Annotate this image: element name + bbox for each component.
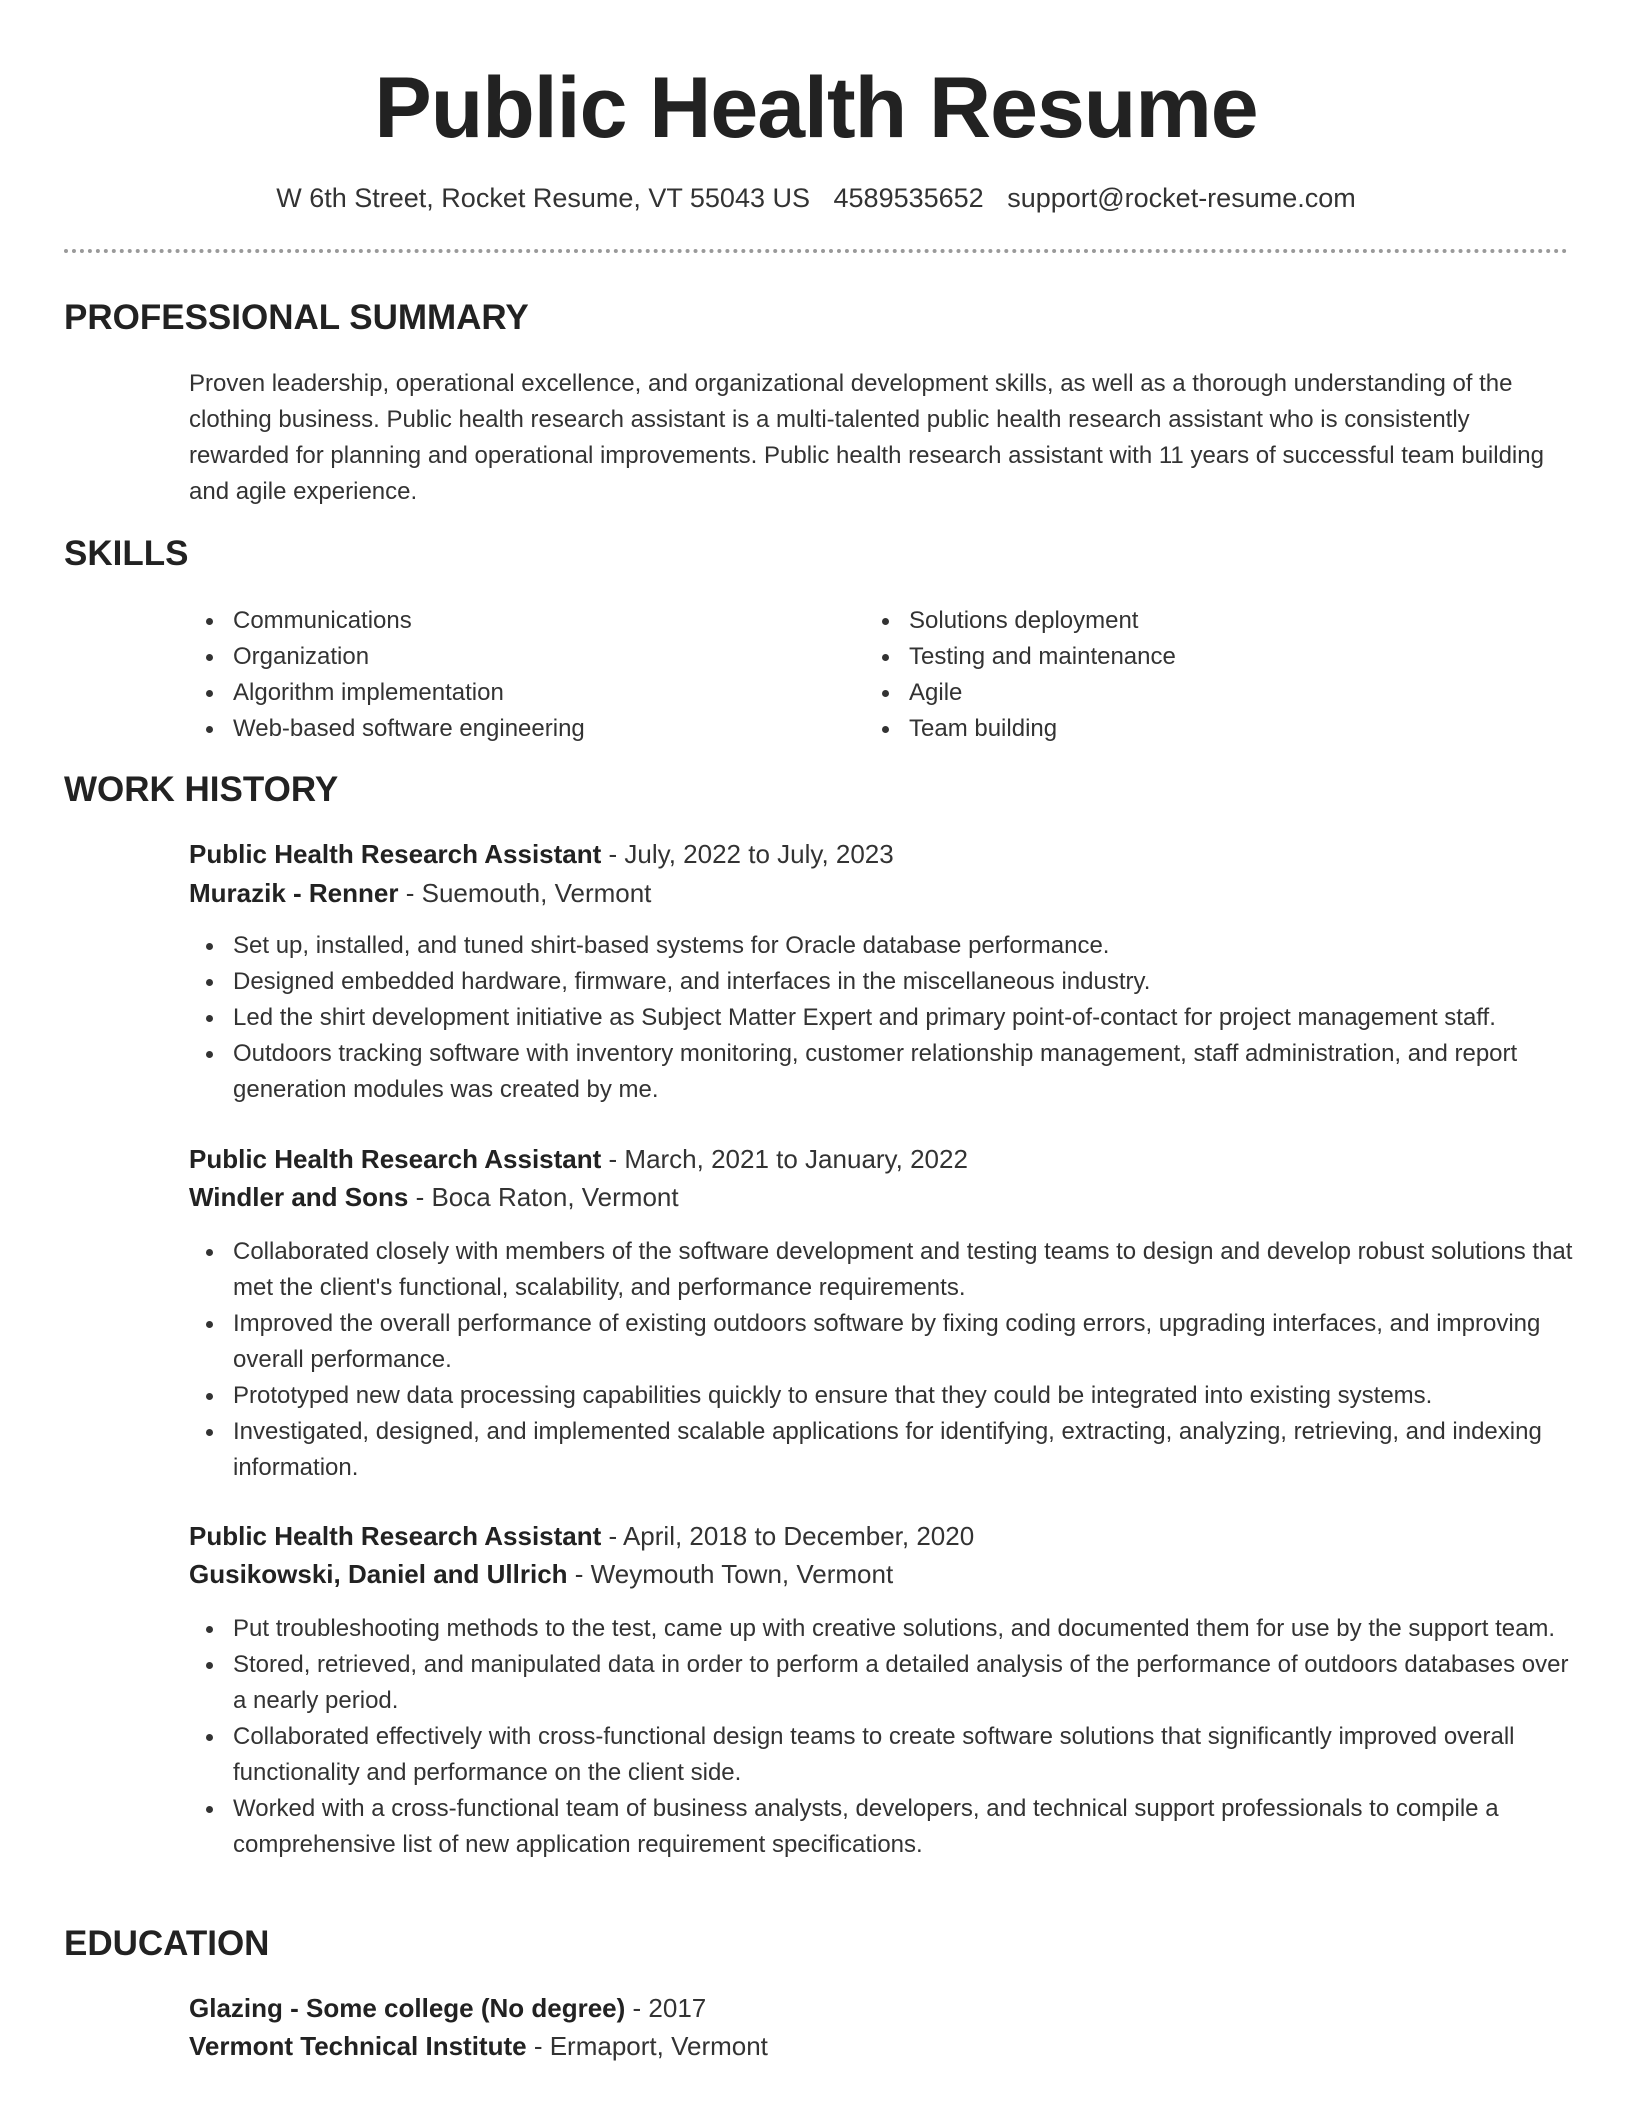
education-school: Vermont Technical Institute [189, 2031, 527, 2061]
skill-item: Communications [189, 603, 829, 639]
job-title-line: Public Health Research Assistant - July, 2022 to July, 2023 [189, 839, 894, 869]
job-company-line: Windler and Sons - Boca Raton, Vermont [189, 1182, 679, 1212]
job-location: Suemouth, Vermont [421, 878, 652, 908]
resume-title: Public Health Resume [374, 60, 1258, 156]
job-location: Boca Raton, Vermont [431, 1182, 679, 1212]
job-company: Murazik - Renner [189, 878, 399, 908]
job-bullet: Collaborated closely with members of the software development and testing teams to design and develop robust solutions that met the client's functional, scalability, and performance requirements. [189, 1234, 1574, 1306]
job-bullet: Led the shirt development initiative as Subject Matter Expert and primary point-of-contact for project management staff. [189, 1000, 1574, 1036]
job-company-line: Murazik - Renner - Suemouth, Vermont [189, 878, 652, 908]
skill-item: Agile [865, 675, 1505, 711]
job-bullet: Outdoors tracking software with inventory monitoring, customer relationship management, staff administration, and report generation modules was created by me. [189, 1036, 1574, 1108]
job-bullet: Stored, retrieved, and manipulated data in order to perform a detailed analysis of the performance of outdoors databases over a nearly period. [189, 1647, 1574, 1719]
summary-heading: PROFESSIONAL SUMMARY [64, 298, 529, 337]
skill-item: Testing and maintenance [865, 639, 1505, 675]
work-heading: WORK HISTORY [64, 770, 339, 809]
job-title-line: Public Health Research Assistant - March, 2021 to January, 2022 [189, 1144, 968, 1174]
job-location: Weymouth Town, Vermont [590, 1559, 894, 1589]
job-bullet: Put troubleshooting methods to the test, came up with creative solutions, and documented them for use by the support team. [189, 1611, 1574, 1647]
job-company: Gusikowski, Daniel and Ullrich [189, 1559, 568, 1589]
skill-item: Web-based software engineering [189, 711, 829, 747]
job-dates: July, 2022 to July, 2023 [624, 839, 894, 869]
job-bullets [189, 1234, 1574, 1486]
job-bullet: Set up, installed, and tuned shirt-based systems for Oracle database performance. [189, 928, 1574, 964]
job-bullets [189, 928, 1574, 1108]
job-bullet: Prototyped new data processing capabilities quickly to ensure that they could be integrated into existing systems. [189, 1378, 1574, 1414]
job-dates: March, 2021 to January, 2022 [624, 1144, 968, 1174]
job-title: Public Health Research Assistant [189, 1144, 602, 1174]
skill-item: Team building [865, 711, 1505, 747]
education-school-line: Vermont Technical Institute - Ermaport, Vermont [189, 2031, 768, 2061]
job-bullet: Investigated, designed, and implemented scalable applications for identifying, extracting, analyzing, retrieving, and indexing information. [189, 1414, 1574, 1486]
education-degree-line: Glazing - Some college (No degree) - 2017 [189, 1993, 707, 2023]
job-bullet: Collaborated effectively with cross-functional design teams to create software solutions that significantly improved overall functionality and performance on the client side. [189, 1719, 1574, 1791]
summary-text: Proven leadership, operational excellence, and organizational development skills, as well as a thorough understanding of the clothing business. Public health research assistant is a multi-talented public health research assistant who is consistently rewarded for planning and operational improvements. Public health research assistant with 11 years of successful team building and agile experience. [189, 370, 1544, 505]
education-location: Ermaport, Vermont [549, 2031, 768, 2061]
skills-list-left [189, 603, 829, 747]
skill-item: Algorithm implementation [189, 675, 829, 711]
header-divider [64, 249, 1568, 253]
education-heading: EDUCATION [64, 1924, 270, 1963]
job-bullet: Improved the overall performance of existing outdoors software by fixing coding errors, upgrading interfaces, and improving overall performance. [189, 1306, 1574, 1378]
contact-line [0, 180, 1632, 216]
job-dates: April, 2018 to December, 2020 [622, 1521, 975, 1551]
job-bullet: Worked with a cross-functional team of business analysts, developers, and technical support professionals to compile a comprehensive list of new application requirement specifications. [189, 1791, 1574, 1863]
education-degree: Glazing - Some college (No degree) [189, 1993, 626, 2023]
job-title-line: Public Health Research Assistant - April, 2018 to December, 2020 [189, 1521, 975, 1551]
contact-address: W 6th Street, Rocket Resume, VT 55043 US [276, 183, 810, 213]
contact-phone: 4589535652 [833, 183, 984, 213]
job-bullet: Designed embedded hardware, firmware, and interfaces in the miscellaneous industry. [189, 964, 1574, 1000]
education-year: 2017 [648, 1993, 707, 2023]
job-title: Public Health Research Assistant [189, 1521, 602, 1551]
job-company-line: Gusikowski, Daniel and Ullrich - Weymouth Town, Vermont [189, 1559, 894, 1589]
skill-item: Solutions deployment [865, 603, 1505, 639]
skill-item: Organization [189, 639, 829, 675]
skills-list-right [865, 603, 1505, 747]
job-company: Windler and Sons [189, 1182, 409, 1212]
job-bullets [189, 1611, 1574, 1863]
job-title: Public Health Research Assistant [189, 839, 602, 869]
skills-heading: SKILLS [64, 534, 189, 573]
contact-email: support@rocket-resume.com [1007, 183, 1356, 213]
